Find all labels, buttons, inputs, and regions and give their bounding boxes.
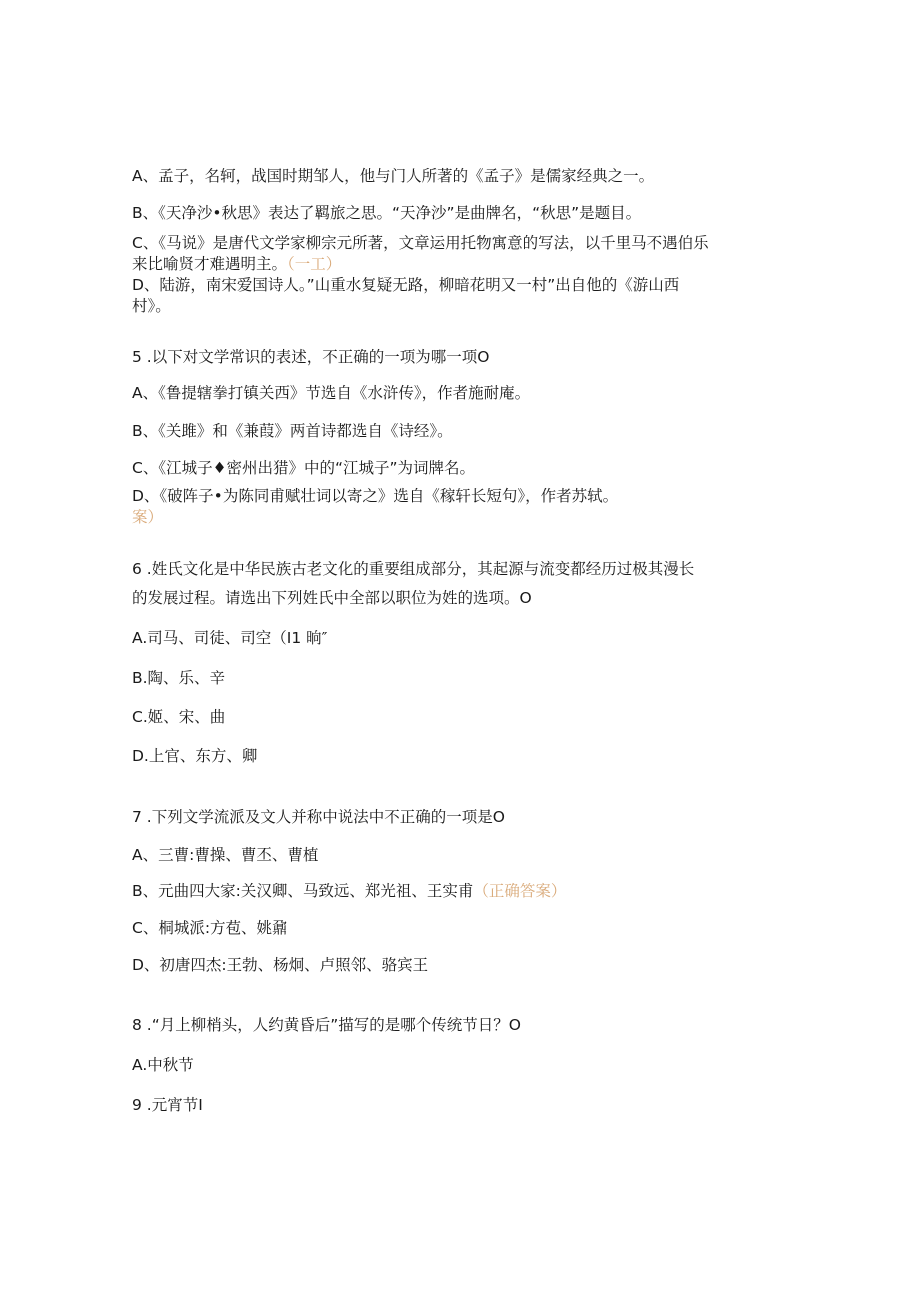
- q6-option-a: A.司马、司徒、司空（I1 晌″: [132, 629, 328, 647]
- q6-option-d: D.上官、东方、卿: [132, 747, 258, 765]
- q5-option-c: C、《江城子♦密州出猎》中的“江城子”为词牌名。: [132, 459, 476, 477]
- q7-option-a: A、三曹:曹操、曹丕、曹植: [132, 846, 319, 864]
- q6-stem-line1: 6 .姓氏文化是中华民族古老文化的重要组成部分，其起源与流变都经历过极其漫长: [132, 560, 695, 578]
- q6-option-b: B.陶、乐、辛: [132, 669, 226, 687]
- q7-option-c: C、桐城派:方苞、姚鼐: [132, 919, 288, 937]
- q4-option-c-line2: [132, 254, 341, 274]
- q8-option-b: 9 .元宵节I: [132, 1096, 203, 1114]
- q6-option-c: C.姬、宋、曲: [132, 708, 226, 726]
- q4-option-d-line1: D、陆游，南宋爱国诗人。”山重水复疑无路，柳暗花明又一村”出自他的《游山西: [132, 276, 680, 294]
- q5-answer-note: 案）: [132, 508, 164, 526]
- q6-stem-line2: 的发展过程。请选出下列姓氏中全部以职位为姓的选项。O: [132, 589, 532, 607]
- q5-option-a: A、《鲁提辖拳打镇关西》节选自《水浒传》，作者施耐庵。: [132, 384, 531, 402]
- q7-stem: 7 .下列文学流派及文人并称中说法中不正确的一项是O: [132, 808, 505, 826]
- q8-option-a: A.中秋节: [132, 1056, 194, 1074]
- q4-option-d-line2: 村》。: [132, 297, 171, 315]
- q4-option-c-note: （一工）: [287, 255, 342, 273]
- q4-option-b: B、《天净沙•秋思》表达了羁旅之思。“天净沙”是曲牌名，“秋思”是题目。: [132, 204, 642, 222]
- q5-option-b: B、《关雎》和《兼葭》两首诗都选自《诗经》。: [132, 422, 453, 440]
- q7-option-b-note: （正确答案）: [473, 882, 567, 900]
- q7-option-b: B、元曲四大家:关汉卿、马致远、郑光祖、王实甫: [132, 882, 474, 900]
- q5-option-d: D、《破阵子•为陈同甫赋壮词以寄之》选自《稼轩长短句》，作者苏轼。: [132, 487, 619, 505]
- q8-stem: 8 .“月上柳梢头，人约黄昏后”描写的是哪个传统节日？O: [132, 1016, 521, 1034]
- q4-option-a: A、孟子，名轲，战国时期邹人，他与门人所著的《孟子》是儒家经典之一。: [132, 167, 655, 185]
- q7-option-d: D、初唐四杰:王勃、杨炯、卢照邻、骆宾王: [132, 956, 429, 974]
- q7-option-b-line: [132, 881, 566, 901]
- q5-stem: 5 .以下对文学常识的表述，不正确的一项为哪一项O: [132, 348, 490, 366]
- q4-option-c-line1: C、《马说》是唐代文学家柳宗元所著，文章运用托物寓意的写法，以千里马不遇伯乐: [132, 234, 709, 252]
- q4-option-c-text: 来比喻贤才难遇明主。: [132, 255, 288, 273]
